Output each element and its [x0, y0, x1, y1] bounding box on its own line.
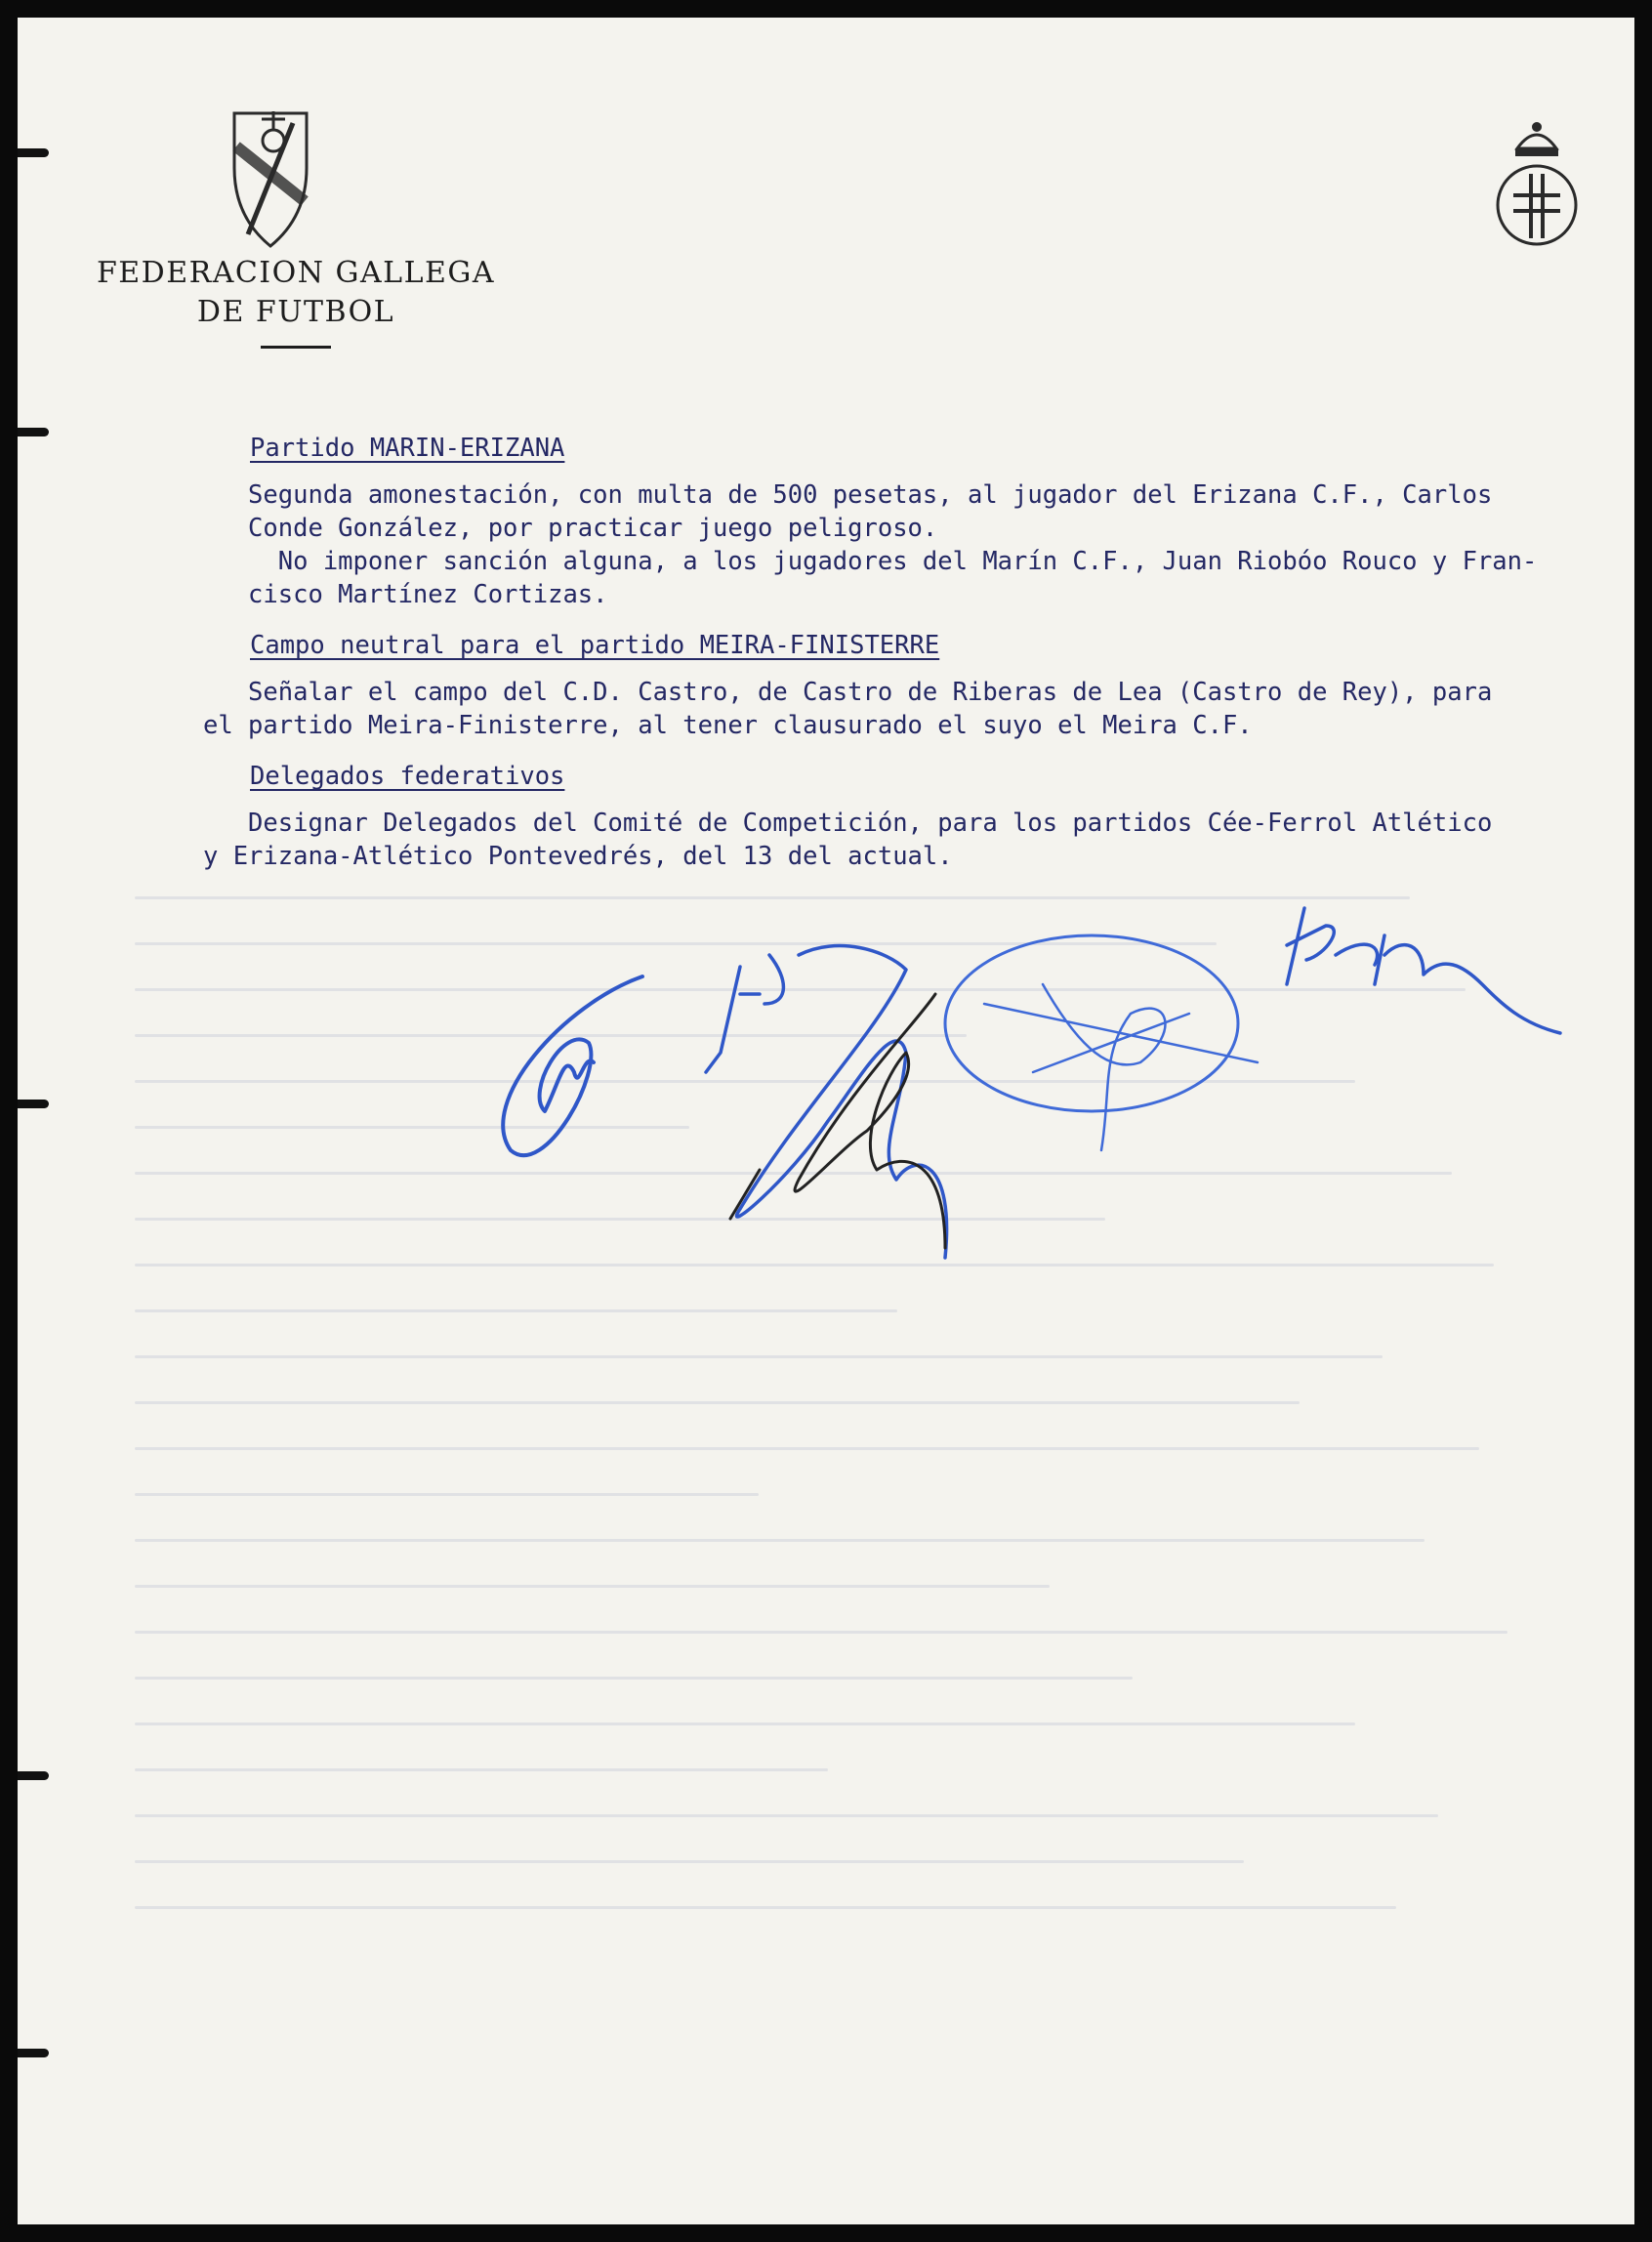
binder-hole-mark: [18, 148, 49, 157]
rfef-crown-crest-icon: [1492, 117, 1582, 254]
paragraph-line: Designar Delegados del Comité de Competición, para los partidos Cée-Ferrol Atlético: [203, 809, 1493, 838]
paragraph-line: cisco Martínez Cortizas.: [203, 580, 608, 609]
document-page: [18, 18, 1634, 2224]
title-underline: [261, 346, 331, 349]
binder-hole-mark: [18, 428, 49, 436]
document-body: [203, 432, 1619, 873]
paragraph-line: Segunda amonestación, con multa de 500 pesetas, al jugador del Erizana C.F., Carlos: [203, 480, 1493, 510]
section-heading-campo-neutral: Campo neutral para el partido MEIRA-FINISTERRE: [250, 631, 940, 660]
section-heading-marin-erizana: Partido MARIN-ERIZANA: [250, 434, 565, 463]
paragraph-line: Señalar el campo del C.D. Castro, de Castro de Riberas de Lea (Castro de Rey), para: [203, 678, 1493, 707]
section-heading-delegados: Delegados federativos: [250, 762, 565, 791]
binder-hole-mark: [18, 1100, 49, 1108]
paragraph-line: No imponer sanción alguna, a los jugadores del Marín C.F., Juan Riobóo Rouco y Fran-: [203, 547, 1538, 576]
paragraph-line: y Erizana-Atlético Pontevedrés, del 13 del actual.: [203, 842, 953, 871]
federation-name-line2: DE FUTBOL: [196, 295, 395, 329]
binder-hole-mark: [18, 2049, 49, 2057]
binder-hole-mark: [18, 1771, 49, 1780]
federacion-gallega-shield-icon: [228, 107, 312, 250]
federation-name-line1: FEDERACION GALLEGA: [96, 256, 496, 290]
paragraph-line: el partido Meira-Finisterre, al tener clausurado el suyo el Meira C.F.: [203, 711, 1253, 740]
paragraph-line: Conde González, por practicar juego peligroso.: [203, 514, 938, 543]
federation-name: [76, 254, 516, 349]
show-through-text: [135, 896, 1521, 2185]
